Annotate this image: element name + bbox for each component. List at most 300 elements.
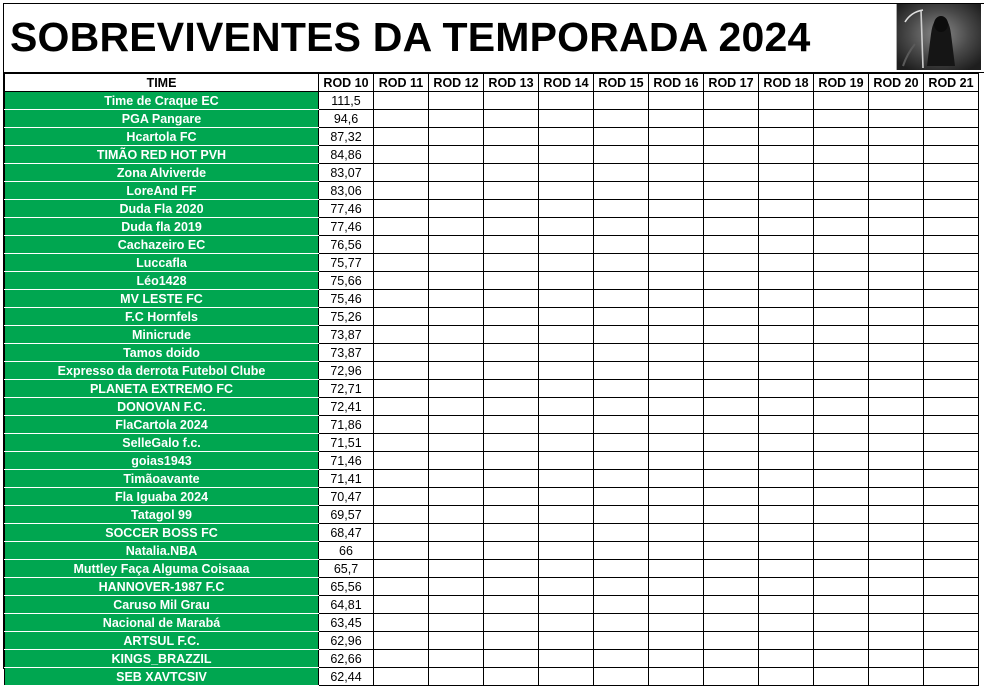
empty-score-cell[interactable] — [869, 416, 924, 434]
empty-score-cell[interactable] — [374, 308, 429, 326]
empty-score-cell[interactable] — [704, 218, 759, 236]
empty-score-cell[interactable] — [704, 668, 759, 686]
score-cell[interactable]: 73,87 — [319, 344, 374, 362]
empty-score-cell[interactable] — [594, 272, 649, 290]
empty-score-cell[interactable] — [924, 650, 979, 668]
empty-score-cell[interactable] — [429, 92, 484, 110]
empty-score-cell[interactable] — [924, 452, 979, 470]
empty-score-cell[interactable] — [594, 92, 649, 110]
empty-score-cell[interactable] — [704, 560, 759, 578]
empty-score-cell[interactable] — [539, 632, 594, 650]
team-name-cell[interactable]: Timãoavante — [5, 470, 319, 488]
empty-score-cell[interactable] — [539, 650, 594, 668]
empty-score-cell[interactable] — [924, 362, 979, 380]
round-column-header[interactable]: ROD 18 — [759, 74, 814, 92]
team-name-cell[interactable]: MV LESTE FC — [5, 290, 319, 308]
team-name-cell[interactable]: SelleGalo f.c. — [5, 434, 319, 452]
team-name-cell[interactable]: Tamos doido — [5, 344, 319, 362]
empty-score-cell[interactable] — [429, 542, 484, 560]
empty-score-cell[interactable] — [704, 254, 759, 272]
empty-score-cell[interactable] — [484, 146, 539, 164]
empty-score-cell[interactable] — [539, 488, 594, 506]
empty-score-cell[interactable] — [704, 434, 759, 452]
empty-score-cell[interactable] — [649, 506, 704, 524]
empty-score-cell[interactable] — [649, 182, 704, 200]
empty-score-cell[interactable] — [484, 218, 539, 236]
team-column-header[interactable]: TIME — [5, 74, 319, 92]
empty-score-cell[interactable] — [869, 128, 924, 146]
empty-score-cell[interactable] — [539, 380, 594, 398]
empty-score-cell[interactable] — [814, 542, 869, 560]
round-column-header[interactable]: ROD 20 — [869, 74, 924, 92]
empty-score-cell[interactable] — [704, 596, 759, 614]
score-cell[interactable]: 62,66 — [319, 650, 374, 668]
empty-score-cell[interactable] — [484, 452, 539, 470]
empty-score-cell[interactable] — [484, 290, 539, 308]
empty-score-cell[interactable] — [924, 614, 979, 632]
empty-score-cell[interactable] — [869, 560, 924, 578]
team-name-cell[interactable]: Zona Alviverde — [5, 164, 319, 182]
score-cell[interactable]: 72,96 — [319, 362, 374, 380]
team-name-cell[interactable]: Muttley Faça Alguma Coisaaa — [5, 560, 319, 578]
empty-score-cell[interactable] — [429, 668, 484, 686]
score-cell[interactable]: 94,6 — [319, 110, 374, 128]
empty-score-cell[interactable] — [704, 110, 759, 128]
empty-score-cell[interactable] — [869, 668, 924, 686]
empty-score-cell[interactable] — [594, 326, 649, 344]
empty-score-cell[interactable] — [869, 290, 924, 308]
empty-score-cell[interactable] — [924, 668, 979, 686]
empty-score-cell[interactable] — [924, 578, 979, 596]
empty-score-cell[interactable] — [869, 650, 924, 668]
empty-score-cell[interactable] — [484, 434, 539, 452]
team-name-cell[interactable]: Léo1428 — [5, 272, 319, 290]
empty-score-cell[interactable] — [539, 236, 594, 254]
empty-score-cell[interactable] — [429, 344, 484, 362]
empty-score-cell[interactable] — [759, 542, 814, 560]
score-cell[interactable]: 77,46 — [319, 200, 374, 218]
empty-score-cell[interactable] — [374, 524, 429, 542]
empty-score-cell[interactable] — [539, 560, 594, 578]
empty-score-cell[interactable] — [429, 218, 484, 236]
empty-score-cell[interactable] — [484, 236, 539, 254]
team-name-cell[interactable]: PGA Pangare — [5, 110, 319, 128]
empty-score-cell[interactable] — [814, 632, 869, 650]
score-cell[interactable]: 62,44 — [319, 668, 374, 686]
empty-score-cell[interactable] — [649, 452, 704, 470]
empty-score-cell[interactable] — [374, 362, 429, 380]
empty-score-cell[interactable] — [594, 182, 649, 200]
empty-score-cell[interactable] — [759, 236, 814, 254]
empty-score-cell[interactable] — [759, 254, 814, 272]
empty-score-cell[interactable] — [649, 614, 704, 632]
empty-score-cell[interactable] — [649, 398, 704, 416]
empty-score-cell[interactable] — [869, 524, 924, 542]
empty-score-cell[interactable] — [649, 218, 704, 236]
empty-score-cell[interactable] — [759, 344, 814, 362]
empty-score-cell[interactable] — [759, 614, 814, 632]
round-column-header[interactable]: ROD 14 — [539, 74, 594, 92]
empty-score-cell[interactable] — [539, 524, 594, 542]
empty-score-cell[interactable] — [704, 506, 759, 524]
empty-score-cell[interactable] — [924, 236, 979, 254]
empty-score-cell[interactable] — [924, 434, 979, 452]
team-name-cell[interactable]: HANNOVER-1987 F.C — [5, 578, 319, 596]
score-cell[interactable]: 62,96 — [319, 632, 374, 650]
empty-score-cell[interactable] — [924, 128, 979, 146]
empty-score-cell[interactable] — [539, 344, 594, 362]
empty-score-cell[interactable] — [704, 488, 759, 506]
empty-score-cell[interactable] — [759, 326, 814, 344]
empty-score-cell[interactable] — [594, 416, 649, 434]
empty-score-cell[interactable] — [649, 416, 704, 434]
round-column-header[interactable]: ROD 11 — [374, 74, 429, 92]
empty-score-cell[interactable] — [594, 146, 649, 164]
empty-score-cell[interactable] — [704, 326, 759, 344]
empty-score-cell[interactable] — [429, 200, 484, 218]
empty-score-cell[interactable] — [649, 128, 704, 146]
empty-score-cell[interactable] — [539, 614, 594, 632]
score-cell[interactable]: 72,41 — [319, 398, 374, 416]
empty-score-cell[interactable] — [924, 470, 979, 488]
empty-score-cell[interactable] — [869, 380, 924, 398]
empty-score-cell[interactable] — [594, 668, 649, 686]
empty-score-cell[interactable] — [539, 254, 594, 272]
score-cell[interactable]: 76,56 — [319, 236, 374, 254]
empty-score-cell[interactable] — [594, 236, 649, 254]
empty-score-cell[interactable] — [539, 578, 594, 596]
empty-score-cell[interactable] — [429, 182, 484, 200]
empty-score-cell[interactable] — [649, 488, 704, 506]
empty-score-cell[interactable] — [374, 470, 429, 488]
empty-score-cell[interactable] — [484, 128, 539, 146]
empty-score-cell[interactable] — [814, 596, 869, 614]
empty-score-cell[interactable] — [594, 380, 649, 398]
empty-score-cell[interactable] — [649, 344, 704, 362]
empty-score-cell[interactable] — [374, 110, 429, 128]
score-cell[interactable]: 75,26 — [319, 308, 374, 326]
empty-score-cell[interactable] — [539, 218, 594, 236]
empty-score-cell[interactable] — [594, 650, 649, 668]
empty-score-cell[interactable] — [374, 236, 429, 254]
empty-score-cell[interactable] — [814, 146, 869, 164]
empty-score-cell[interactable] — [374, 326, 429, 344]
empty-score-cell[interactable] — [759, 92, 814, 110]
empty-score-cell[interactable] — [429, 110, 484, 128]
empty-score-cell[interactable] — [374, 218, 429, 236]
empty-score-cell[interactable] — [594, 164, 649, 182]
empty-score-cell[interactable] — [814, 164, 869, 182]
empty-score-cell[interactable] — [814, 650, 869, 668]
empty-score-cell[interactable] — [924, 254, 979, 272]
empty-score-cell[interactable] — [814, 470, 869, 488]
empty-score-cell[interactable] — [814, 578, 869, 596]
empty-score-cell[interactable] — [649, 200, 704, 218]
empty-score-cell[interactable] — [374, 398, 429, 416]
empty-score-cell[interactable] — [869, 236, 924, 254]
score-cell[interactable]: 83,07 — [319, 164, 374, 182]
empty-score-cell[interactable] — [759, 488, 814, 506]
empty-score-cell[interactable] — [814, 524, 869, 542]
empty-score-cell[interactable] — [759, 650, 814, 668]
empty-score-cell[interactable] — [374, 254, 429, 272]
empty-score-cell[interactable] — [429, 290, 484, 308]
empty-score-cell[interactable] — [484, 506, 539, 524]
empty-score-cell[interactable] — [594, 614, 649, 632]
empty-score-cell[interactable] — [429, 380, 484, 398]
empty-score-cell[interactable] — [539, 542, 594, 560]
empty-score-cell[interactable] — [429, 560, 484, 578]
empty-score-cell[interactable] — [704, 290, 759, 308]
empty-score-cell[interactable] — [539, 200, 594, 218]
team-name-cell[interactable]: Minicrude — [5, 326, 319, 344]
score-cell[interactable]: 68,47 — [319, 524, 374, 542]
empty-score-cell[interactable] — [429, 416, 484, 434]
empty-score-cell[interactable] — [594, 560, 649, 578]
empty-score-cell[interactable] — [869, 326, 924, 344]
empty-score-cell[interactable] — [869, 254, 924, 272]
empty-score-cell[interactable] — [759, 668, 814, 686]
empty-score-cell[interactable] — [594, 290, 649, 308]
empty-score-cell[interactable] — [539, 326, 594, 344]
team-name-cell[interactable]: Time de Craque EC — [5, 92, 319, 110]
empty-score-cell[interactable] — [429, 272, 484, 290]
empty-score-cell[interactable] — [484, 632, 539, 650]
empty-score-cell[interactable] — [759, 596, 814, 614]
empty-score-cell[interactable] — [374, 272, 429, 290]
team-name-cell[interactable]: KINGS_BRAZZIL — [5, 650, 319, 668]
empty-score-cell[interactable] — [814, 452, 869, 470]
empty-score-cell[interactable] — [704, 578, 759, 596]
empty-score-cell[interactable] — [594, 110, 649, 128]
empty-score-cell[interactable] — [759, 398, 814, 416]
empty-score-cell[interactable] — [649, 308, 704, 326]
empty-score-cell[interactable] — [374, 92, 429, 110]
empty-score-cell[interactable] — [869, 596, 924, 614]
empty-score-cell[interactable] — [539, 272, 594, 290]
empty-score-cell[interactable] — [814, 254, 869, 272]
empty-score-cell[interactable] — [924, 92, 979, 110]
empty-score-cell[interactable] — [484, 326, 539, 344]
empty-score-cell[interactable] — [594, 362, 649, 380]
empty-score-cell[interactable] — [704, 272, 759, 290]
empty-score-cell[interactable] — [704, 146, 759, 164]
empty-score-cell[interactable] — [704, 542, 759, 560]
empty-score-cell[interactable] — [814, 128, 869, 146]
empty-score-cell[interactable] — [924, 560, 979, 578]
score-cell[interactable]: 84,86 — [319, 146, 374, 164]
team-name-cell[interactable]: Luccafla — [5, 254, 319, 272]
team-name-cell[interactable]: Duda fla 2019 — [5, 218, 319, 236]
empty-score-cell[interactable] — [869, 578, 924, 596]
empty-score-cell[interactable] — [429, 614, 484, 632]
empty-score-cell[interactable] — [759, 452, 814, 470]
empty-score-cell[interactable] — [924, 146, 979, 164]
empty-score-cell[interactable] — [869, 344, 924, 362]
empty-score-cell[interactable] — [374, 416, 429, 434]
empty-score-cell[interactable] — [924, 398, 979, 416]
empty-score-cell[interactable] — [649, 632, 704, 650]
empty-score-cell[interactable] — [869, 452, 924, 470]
empty-score-cell[interactable] — [484, 416, 539, 434]
empty-score-cell[interactable] — [649, 380, 704, 398]
empty-score-cell[interactable] — [814, 308, 869, 326]
round-column-header[interactable]: ROD 16 — [649, 74, 704, 92]
team-name-cell[interactable]: Duda Fla 2020 — [5, 200, 319, 218]
score-cell[interactable]: 111,5 — [319, 92, 374, 110]
empty-score-cell[interactable] — [374, 164, 429, 182]
empty-score-cell[interactable] — [649, 326, 704, 344]
empty-score-cell[interactable] — [924, 596, 979, 614]
empty-score-cell[interactable] — [484, 578, 539, 596]
round-column-header[interactable]: ROD 10 — [319, 74, 374, 92]
empty-score-cell[interactable] — [429, 524, 484, 542]
team-name-cell[interactable]: ARTSUL F.C. — [5, 632, 319, 650]
round-column-header[interactable]: ROD 12 — [429, 74, 484, 92]
score-cell[interactable]: 66 — [319, 542, 374, 560]
empty-score-cell[interactable] — [484, 614, 539, 632]
empty-score-cell[interactable] — [759, 308, 814, 326]
empty-score-cell[interactable] — [814, 236, 869, 254]
empty-score-cell[interactable] — [374, 650, 429, 668]
empty-score-cell[interactable] — [649, 668, 704, 686]
empty-score-cell[interactable] — [704, 182, 759, 200]
empty-score-cell[interactable] — [759, 182, 814, 200]
empty-score-cell[interactable] — [539, 668, 594, 686]
team-name-cell[interactable]: goias1943 — [5, 452, 319, 470]
empty-score-cell[interactable] — [539, 362, 594, 380]
empty-score-cell[interactable] — [484, 308, 539, 326]
empty-score-cell[interactable] — [594, 344, 649, 362]
empty-score-cell[interactable] — [649, 290, 704, 308]
empty-score-cell[interactable] — [649, 542, 704, 560]
empty-score-cell[interactable] — [704, 452, 759, 470]
empty-score-cell[interactable] — [704, 92, 759, 110]
team-name-cell[interactable]: Caruso Mil Grau — [5, 596, 319, 614]
empty-score-cell[interactable] — [704, 632, 759, 650]
empty-score-cell[interactable] — [924, 326, 979, 344]
empty-score-cell[interactable] — [374, 380, 429, 398]
empty-score-cell[interactable] — [814, 182, 869, 200]
empty-score-cell[interactable] — [704, 200, 759, 218]
empty-score-cell[interactable] — [814, 416, 869, 434]
empty-score-cell[interactable] — [539, 110, 594, 128]
team-name-cell[interactable]: PLANETA EXTREMO FC — [5, 380, 319, 398]
empty-score-cell[interactable] — [539, 452, 594, 470]
empty-score-cell[interactable] — [594, 596, 649, 614]
empty-score-cell[interactable] — [594, 470, 649, 488]
empty-score-cell[interactable] — [594, 506, 649, 524]
score-cell[interactable]: 71,51 — [319, 434, 374, 452]
empty-score-cell[interactable] — [814, 326, 869, 344]
empty-score-cell[interactable] — [924, 164, 979, 182]
team-name-cell[interactable]: F.C Hornfels — [5, 308, 319, 326]
empty-score-cell[interactable] — [814, 398, 869, 416]
empty-score-cell[interactable] — [759, 434, 814, 452]
empty-score-cell[interactable] — [594, 308, 649, 326]
team-name-cell[interactable]: LoreAnd FF — [5, 182, 319, 200]
empty-score-cell[interactable] — [759, 164, 814, 182]
empty-score-cell[interactable] — [429, 236, 484, 254]
empty-score-cell[interactable] — [704, 470, 759, 488]
empty-score-cell[interactable] — [539, 434, 594, 452]
round-column-header[interactable]: ROD 17 — [704, 74, 759, 92]
score-cell[interactable]: 72,71 — [319, 380, 374, 398]
empty-score-cell[interactable] — [594, 578, 649, 596]
score-cell[interactable]: 75,77 — [319, 254, 374, 272]
empty-score-cell[interactable] — [704, 524, 759, 542]
empty-score-cell[interactable] — [924, 632, 979, 650]
empty-score-cell[interactable] — [374, 560, 429, 578]
empty-score-cell[interactable] — [429, 596, 484, 614]
empty-score-cell[interactable] — [759, 290, 814, 308]
empty-score-cell[interactable] — [539, 146, 594, 164]
empty-score-cell[interactable] — [484, 668, 539, 686]
empty-score-cell[interactable] — [814, 614, 869, 632]
empty-score-cell[interactable] — [924, 110, 979, 128]
score-cell[interactable]: 75,66 — [319, 272, 374, 290]
empty-score-cell[interactable] — [374, 434, 429, 452]
empty-score-cell[interactable] — [594, 542, 649, 560]
empty-score-cell[interactable] — [649, 164, 704, 182]
empty-score-cell[interactable] — [759, 470, 814, 488]
empty-score-cell[interactable] — [869, 218, 924, 236]
empty-score-cell[interactable] — [704, 236, 759, 254]
empty-score-cell[interactable] — [759, 416, 814, 434]
empty-score-cell[interactable] — [594, 434, 649, 452]
score-cell[interactable]: 71,46 — [319, 452, 374, 470]
empty-score-cell[interactable] — [814, 560, 869, 578]
team-name-cell[interactable]: SEB XAVTCSIV — [5, 668, 319, 686]
empty-score-cell[interactable] — [869, 362, 924, 380]
empty-score-cell[interactable] — [704, 164, 759, 182]
empty-score-cell[interactable] — [539, 92, 594, 110]
score-cell[interactable]: 71,41 — [319, 470, 374, 488]
empty-score-cell[interactable] — [649, 272, 704, 290]
empty-score-cell[interactable] — [484, 398, 539, 416]
empty-score-cell[interactable] — [924, 200, 979, 218]
empty-score-cell[interactable] — [484, 272, 539, 290]
empty-score-cell[interactable] — [374, 200, 429, 218]
empty-score-cell[interactable] — [429, 470, 484, 488]
round-column-header[interactable]: ROD 13 — [484, 74, 539, 92]
empty-score-cell[interactable] — [484, 164, 539, 182]
empty-score-cell[interactable] — [649, 254, 704, 272]
empty-score-cell[interactable] — [759, 632, 814, 650]
empty-score-cell[interactable] — [429, 254, 484, 272]
empty-score-cell[interactable] — [924, 218, 979, 236]
empty-score-cell[interactable] — [374, 146, 429, 164]
empty-score-cell[interactable] — [429, 362, 484, 380]
score-cell[interactable]: 75,46 — [319, 290, 374, 308]
empty-score-cell[interactable] — [594, 128, 649, 146]
empty-score-cell[interactable] — [814, 110, 869, 128]
empty-score-cell[interactable] — [924, 182, 979, 200]
empty-score-cell[interactable] — [704, 398, 759, 416]
empty-score-cell[interactable] — [704, 650, 759, 668]
empty-score-cell[interactable] — [869, 146, 924, 164]
empty-score-cell[interactable] — [649, 578, 704, 596]
empty-score-cell[interactable] — [759, 362, 814, 380]
empty-score-cell[interactable] — [704, 308, 759, 326]
empty-score-cell[interactable] — [759, 218, 814, 236]
empty-score-cell[interactable] — [814, 272, 869, 290]
empty-score-cell[interactable] — [759, 560, 814, 578]
empty-score-cell[interactable] — [704, 362, 759, 380]
empty-score-cell[interactable] — [374, 668, 429, 686]
score-cell[interactable]: 70,47 — [319, 488, 374, 506]
empty-score-cell[interactable] — [649, 524, 704, 542]
